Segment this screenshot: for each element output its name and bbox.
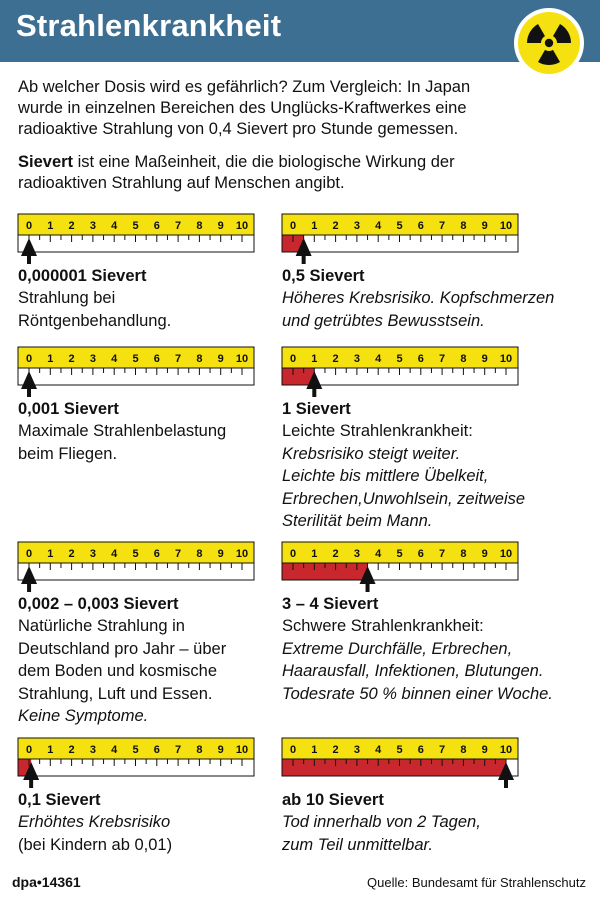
scale-tick-label: 10 — [499, 548, 513, 560]
dose-description-line: Erhöhtes Krebsrisiko — [18, 813, 171, 831]
scale-tick-label: 8 — [460, 353, 467, 365]
scale-tick-label: 7 — [439, 353, 446, 365]
scale-tick-label: 4 — [111, 744, 118, 756]
scale-tick-label: 5 — [132, 548, 139, 560]
sievert-definition-text: ist eine Maßeinheit, die die biologische Wirkung der radioaktiven Strahlung auf Menschen angibt. — [18, 153, 455, 192]
scale-tick-label: 10 — [499, 744, 513, 756]
dose-title: 0,5 Sievert — [282, 267, 365, 285]
scale-tick-label: 8 — [460, 220, 467, 232]
scale-tick-label: 5 — [132, 744, 139, 756]
scale-tick-label: 4 — [375, 548, 382, 560]
scale-tick-label: 0 — [25, 548, 33, 560]
dose-scale — [282, 347, 518, 399]
scale-tick-label: 6 — [153, 353, 160, 365]
scale-tick-label: 8 — [460, 744, 467, 756]
radiation-icon — [512, 6, 586, 80]
sievert-definition — [18, 152, 538, 194]
scale-tick-label: 3 — [353, 220, 360, 232]
scale-tick-label: 2 — [332, 548, 339, 560]
dose-description-line: Natürliche Strahlung in — [18, 617, 185, 635]
dose-panel-p1 — [18, 214, 288, 332]
scale-tick-label: 6 — [417, 548, 424, 560]
scale-tick-label: 0 — [25, 744, 33, 756]
dose-panel-p2 — [282, 214, 592, 332]
dose-panel-p8 — [282, 738, 592, 856]
dose-description — [18, 811, 288, 856]
scale-tick-label: 10 — [499, 353, 513, 365]
scale-tick-label: 1 — [47, 548, 54, 560]
scale-tick-label: 3 — [353, 744, 360, 756]
dose-scale — [282, 542, 518, 594]
scale-tick-label: 10 — [499, 220, 513, 232]
scale-tick-label: 2 — [68, 220, 75, 232]
dose-title: 0,000001 Sievert — [18, 267, 147, 285]
scale-tick-label: 6 — [153, 744, 160, 756]
dose-description-line: dem Boden und kosmische — [18, 662, 218, 680]
dose-description-line: Röntgenbehandlung. — [18, 311, 172, 330]
dose-description — [282, 287, 592, 332]
dose-description-line: Schwere Strahlenkrankheit: — [282, 617, 484, 635]
scale-tick-label: 2 — [332, 353, 339, 365]
scale-tick-label: 7 — [175, 220, 182, 232]
page-title: Strahlenkrankheit — [16, 8, 282, 43]
dose-title: 1 Sievert — [282, 400, 351, 418]
scale-tick-label: 8 — [196, 220, 203, 232]
scale-tick-label: 2 — [332, 220, 339, 232]
dose-title: 0,001 Sievert — [18, 400, 119, 418]
scale-tick-label: 9 — [481, 353, 488, 365]
dose-description-line: Krebsrisiko steigt weiter. — [282, 444, 461, 463]
scale-tick-label: 1 — [311, 744, 318, 756]
dose-description-line: Deutschland pro Jahr – über — [18, 639, 227, 658]
intro-paragraph: Ab welcher Dosis wird es gefährlich? Zum Vergleich: In Japan wurde in einzelnen Bereichen des Unglücks-Kraftwerkes eine radioaktive Strahlung von 0,4 Sievert pro Stunde gemessen. — [18, 78, 471, 138]
scale-tick-label: 0 — [289, 353, 297, 365]
dose-scale-graphic — [282, 738, 518, 790]
scale-tick-label: 1 — [311, 220, 318, 232]
scale-tick-label: 1 — [47, 744, 54, 756]
dose-description — [18, 615, 288, 728]
scale-tick-label: 9 — [217, 220, 224, 232]
scale-tick-label: 9 — [217, 548, 224, 560]
scale-tick-label: 9 — [481, 548, 488, 560]
scale-tick-label: 3 — [89, 744, 96, 756]
dose-description-line: Leichte bis mittlere Übelkeit, — [282, 467, 489, 485]
scale-tick-label: 5 — [132, 220, 139, 232]
scale-tick-label: 6 — [153, 220, 160, 232]
sievert-term: Sievert — [18, 153, 74, 171]
scale-tick-label: 9 — [217, 744, 224, 756]
scale-tick-label: 10 — [235, 548, 249, 560]
scale-tick-label: 7 — [175, 744, 182, 756]
dose-panel-p6 — [282, 542, 598, 705]
scale-tick-label: 7 — [439, 548, 446, 560]
scale-tick-label: 1 — [311, 548, 318, 560]
scale-tick-label: 7 — [175, 353, 182, 365]
scale-tick-label: 9 — [481, 744, 488, 756]
scale-tick-label: 3 — [353, 353, 360, 365]
scale-tick-label: 5 — [396, 548, 403, 560]
scale-tick-label: 2 — [68, 548, 75, 560]
scale-tick-label: 2 — [68, 744, 75, 756]
scale-tick-label: 2 — [332, 744, 339, 756]
scale-tick-label: 0 — [25, 353, 33, 365]
scale-tick-label: 3 — [89, 220, 96, 232]
scale-tick-label: 0 — [289, 220, 297, 232]
scale-tick-label: 10 — [235, 220, 249, 232]
dose-description-line: und getrübtes Bewusstsein. — [282, 311, 485, 330]
dose-description-line: Extreme Durchfälle, Erbrechen, — [282, 639, 513, 658]
scale-tick-label: 6 — [417, 353, 424, 365]
scale-tick-label: 5 — [396, 744, 403, 756]
dose-scale — [18, 542, 254, 594]
scale-tick-label: 10 — [235, 744, 249, 756]
dose-scale-graphic — [282, 347, 518, 399]
dose-description-line: Erbrechen,Unwohlsein, zeitweise — [282, 489, 526, 508]
dose-description-line: Haarausfall, Infektionen, Blutungen. — [282, 662, 544, 680]
scale-tick-label: 5 — [132, 353, 139, 365]
scale-tick-label: 1 — [311, 353, 318, 365]
dpa-credit: dpa•14361 — [12, 874, 81, 890]
dose-panel-p4 — [282, 347, 592, 533]
dose-scale-graphic — [282, 542, 518, 594]
scale-tick-label: 4 — [111, 548, 118, 560]
scale-tick-label: 1 — [47, 353, 54, 365]
dose-scale — [282, 214, 518, 266]
dose-description-line: Leichte Strahlenkrankheit: — [282, 422, 473, 440]
dose-description-line: Strahlung bei — [18, 289, 116, 307]
scale-tick-label: 9 — [217, 353, 224, 365]
scale-tick-label: 3 — [89, 353, 96, 365]
scale-tick-label: 4 — [375, 220, 382, 232]
dose-description — [282, 615, 598, 705]
dose-description-line: Keine Symptome. — [18, 707, 149, 725]
header-bar — [0, 0, 600, 62]
dose-description-line: Todesrate 50 % binnen einer Woche. — [282, 684, 553, 703]
scale-tick-label: 8 — [196, 353, 203, 365]
dose-panel-p7 — [18, 738, 288, 856]
dose-scale-graphic — [282, 214, 518, 266]
scale-tick-label: 6 — [417, 744, 424, 756]
scale-tick-label: 7 — [439, 220, 446, 232]
dose-description-line: Maximale Strahlenbelastung — [18, 422, 227, 440]
dose-panel-p3 — [18, 347, 288, 465]
dose-description — [282, 811, 592, 856]
scale-tick-label: 7 — [439, 744, 446, 756]
scale-tick-label: 8 — [196, 744, 203, 756]
scale-tick-label: 3 — [353, 548, 360, 560]
dose-title: 0,1 Sievert — [18, 791, 101, 809]
dose-scale — [18, 214, 254, 266]
dose-scale — [282, 738, 518, 790]
dose-title: 3 – 4 Sievert — [282, 595, 379, 613]
dose-fill-bar — [283, 760, 507, 776]
scale-tick-label: 4 — [375, 744, 382, 756]
dose-scale — [18, 738, 254, 790]
dose-scale — [18, 347, 254, 399]
scale-tick-label: 4 — [111, 220, 118, 232]
dose-description-line: Strahlung, Luft und Essen. — [18, 684, 213, 703]
scale-tick-label: 0 — [25, 220, 33, 232]
scale-tick-label: 2 — [68, 353, 75, 365]
dose-description-line: beim Fliegen. — [18, 444, 118, 463]
scale-tick-label: 3 — [89, 548, 96, 560]
source-note: Quelle: Bundesamt für Strahlenschutz — [367, 875, 586, 890]
dose-description — [282, 420, 592, 533]
scale-tick-label: 7 — [175, 548, 182, 560]
dose-description-line: (bei Kindern ab 0,01) — [18, 835, 173, 854]
scale-tick-label: 6 — [153, 548, 160, 560]
dose-description-line: Tod innerhalb von 2 Tagen, — [282, 813, 481, 831]
scale-tick-label: 9 — [481, 220, 488, 232]
scale-tick-label: 0 — [289, 744, 297, 756]
scale-tick-label: 5 — [396, 353, 403, 365]
dose-description-line: Höheres Krebsrisiko. Kopfschmerzen — [282, 289, 555, 307]
scale-tick-label: 6 — [417, 220, 424, 232]
dose-scale-graphic — [18, 347, 254, 399]
scale-tick-label: 8 — [196, 548, 203, 560]
scale-tick-label: 10 — [235, 353, 249, 365]
scale-tick-label: 4 — [111, 353, 118, 365]
scale-tick-label: 4 — [375, 353, 382, 365]
dose-scale-graphic — [18, 542, 254, 594]
dose-description-line: zum Teil unmittelbar. — [282, 835, 434, 854]
dose-scale-graphic — [18, 214, 254, 266]
dose-description — [18, 287, 288, 332]
scale-tick-label: 8 — [460, 548, 467, 560]
dose-title: 0,002 – 0,003 Sievert — [18, 595, 179, 613]
dose-title: ab 10 Sievert — [282, 791, 384, 809]
dose-panel-p5 — [18, 542, 288, 728]
scale-tick-label: 1 — [47, 220, 54, 232]
dose-description-line: Sterilität beim Mann. — [282, 512, 433, 530]
scale-tick-label: 5 — [396, 220, 403, 232]
scale-tick-label: 0 — [289, 548, 297, 560]
dose-description — [18, 420, 288, 465]
dose-scale-graphic — [18, 738, 254, 790]
